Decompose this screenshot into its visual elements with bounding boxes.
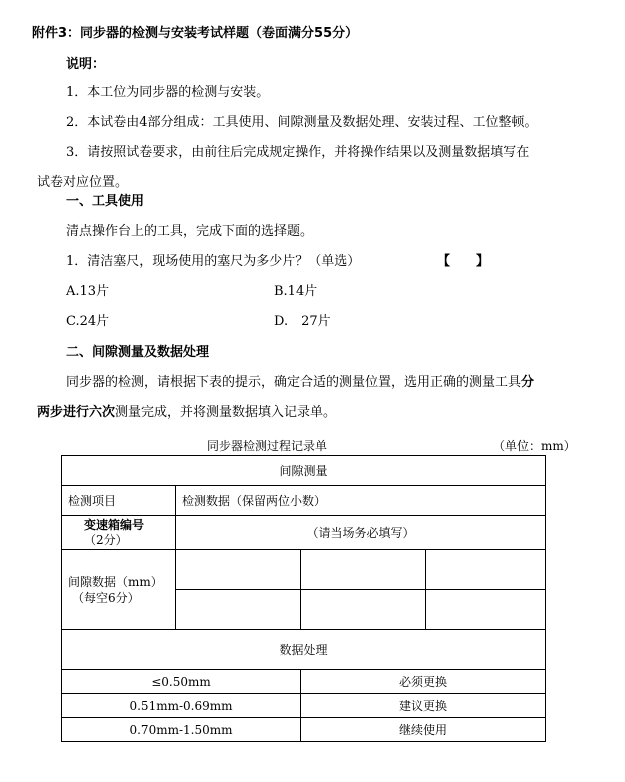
action-cell: 建议更换 [301, 694, 546, 718]
record-table [61, 455, 546, 742]
action-cell: 必须更换 [301, 670, 546, 694]
note-item-3-line-1: 3．请按照试卷要求，由前往后完成规定操作，并将操作结果以及测量数据填写在 [66, 145, 530, 160]
section-1-intro: 清点操作台上的工具，完成下面的选择题。 [66, 224, 314, 239]
table-header-data: 检测数据（保留两位小数） [176, 486, 546, 516]
gap-input-6[interactable] [426, 590, 546, 630]
gap-input-3[interactable] [426, 550, 546, 590]
gap-input-2[interactable] [301, 550, 426, 590]
question-1: 1．清洁塞尺，现场使用的塞尺为多少片？（单选） [66, 254, 361, 269]
gearbox-number-field[interactable]: （请当场务必填写） [176, 516, 546, 550]
page-title: 附件3：同步器的检测与安装考试样题（卷面满分55分） [32, 26, 359, 41]
gap-input-5[interactable] [301, 590, 426, 630]
table-caption: 同步器检测过程记录单 [207, 439, 328, 453]
table-row [62, 670, 546, 694]
table-section-processing: 数据处理 [62, 630, 546, 670]
section-2-emphasis: 分 [521, 375, 535, 390]
option-b[interactable]: B.14片 [274, 284, 318, 299]
section-2-paragraph-line-1 [66, 375, 534, 391]
option-a[interactable]: A.13片 [66, 284, 110, 299]
gearbox-points: （2分） [84, 532, 128, 547]
gap-input-1[interactable] [176, 550, 301, 590]
gearbox-label-cell [62, 516, 176, 550]
note-item-1: 1．本工位为同步器的检测与安装。 [66, 85, 270, 100]
table-section-gap: 间隙测量 [62, 456, 546, 486]
range-cell: 0.70mm-1.50mm [62, 718, 301, 742]
gap-label-cell [62, 550, 176, 630]
section-2-paragraph-line-2 [37, 405, 336, 421]
gap-label: 间隙数据（mm） [68, 574, 163, 589]
note-item-3-line-2: 试卷对应位置。 [37, 175, 129, 190]
option-d[interactable]: D. 27片 [274, 314, 331, 329]
section-2-heading: 二、间隙测量及数据处理 [66, 345, 210, 360]
table-unit: （单位：mm） [493, 439, 576, 453]
section-2-text: 测量完成，并将测量数据填入记录单。 [115, 405, 337, 420]
section-2-emphasis: 两步进行六次 [37, 405, 116, 420]
gap-input-4[interactable] [176, 590, 301, 630]
note-item-2: 2．本试卷由4部分组成：工具使用、间隙测量及数据处理、安装过程、工位整顿。 [66, 115, 538, 130]
table-row [62, 694, 546, 718]
table-header-item: 检测项目 [62, 486, 176, 516]
table-row [62, 718, 546, 742]
range-cell: ≤0.50mm [62, 670, 301, 694]
gearbox-label: 变速箱编号 [84, 517, 145, 532]
notes-heading: 说明： [66, 57, 106, 72]
action-cell: 继续使用 [301, 718, 546, 742]
answer-bracket[interactable]: 【 】 [437, 254, 490, 269]
range-cell: 0.51mm-0.69mm [62, 694, 301, 718]
section-2-text: 同步器的检测，请根据下表的提示，确定合适的测量位置，选用正确的测量工具 [66, 375, 522, 390]
gap-points: （每空6分） [72, 590, 140, 605]
option-c[interactable]: C.24片 [66, 314, 110, 329]
section-1-heading: 一、工具使用 [66, 194, 145, 209]
